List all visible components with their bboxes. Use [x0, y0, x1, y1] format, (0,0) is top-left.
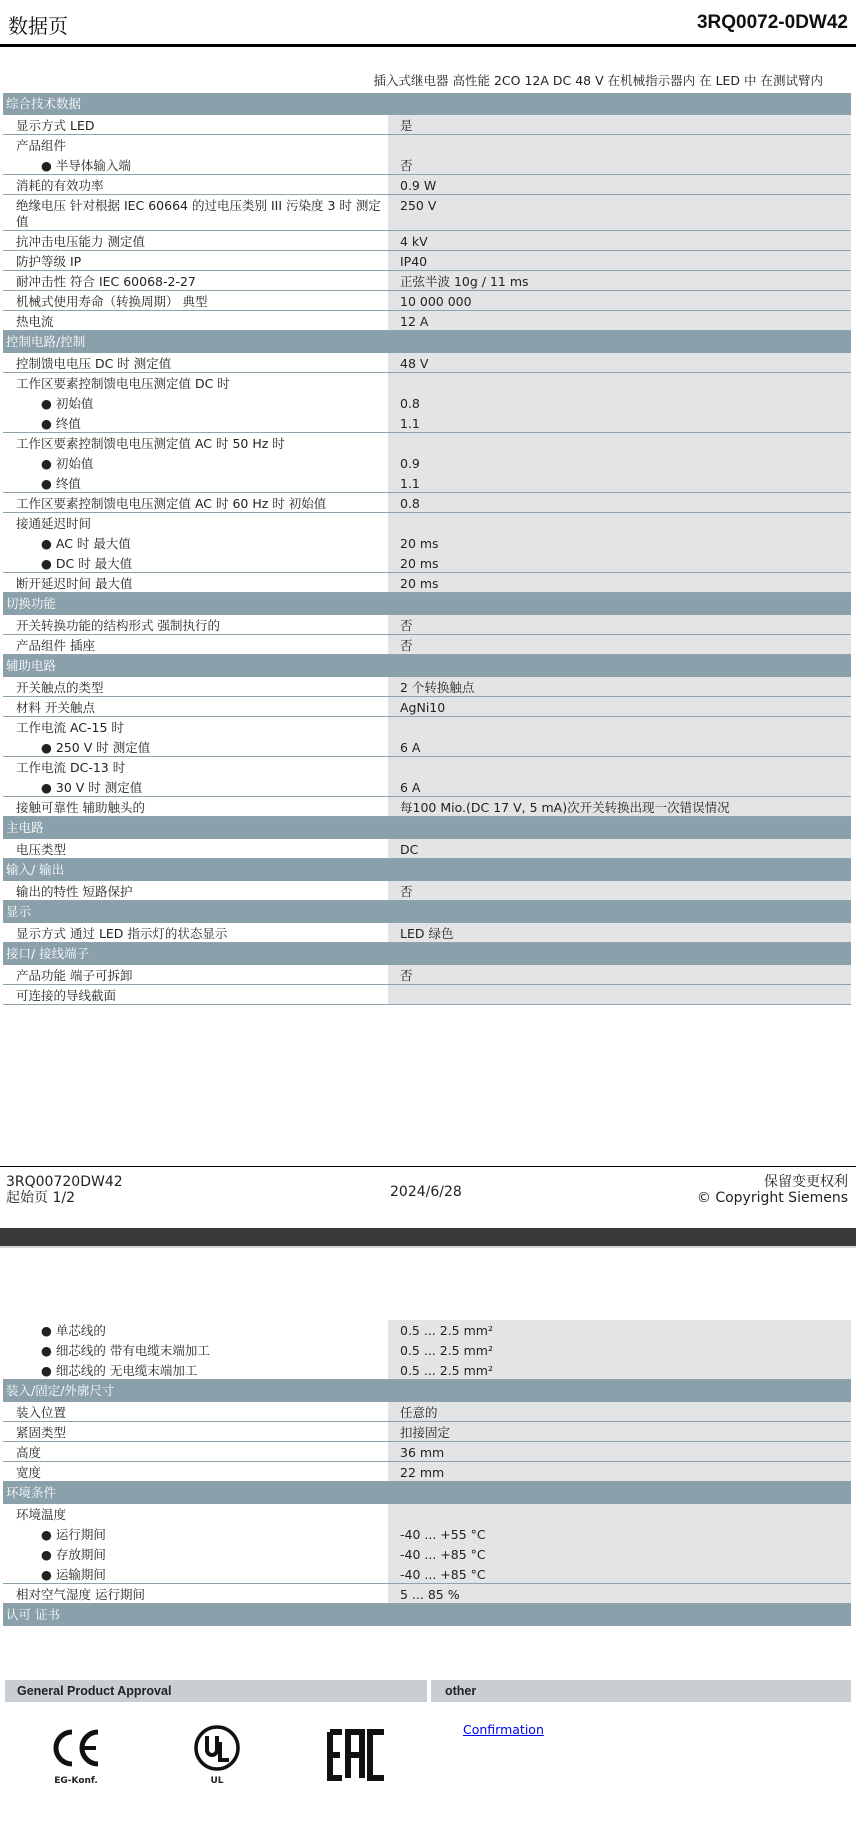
spec-row	[3, 923, 851, 943]
spec-row	[3, 1564, 851, 1584]
spec-row	[3, 1442, 851, 1462]
spec-label: ● 250 V 时 测定值	[41, 740, 151, 755]
spec-value	[388, 513, 851, 533]
spec-label: 耐冲击性 符合 IEC 60068-2-27	[16, 274, 196, 289]
page-title: 数据页	[8, 14, 68, 38]
spec-row	[3, 135, 851, 155]
spec-value: 48 V	[388, 353, 851, 372]
spec-value: 1.1	[388, 413, 851, 432]
spec-value: 5 ... 85 %	[388, 1584, 851, 1603]
spec-row	[3, 1340, 851, 1360]
section-header: 切换功能	[3, 593, 851, 615]
spec-value	[388, 135, 851, 155]
spec-value: 否	[388, 965, 851, 984]
spec-label: ● 细芯线的 无电缆末端加工	[41, 1363, 198, 1378]
spec-label: 消耗的有效功率	[16, 178, 104, 193]
spec-label: 机械式使用寿命（转换周期） 典型	[16, 294, 208, 309]
footer-copyright: © Copyright Siemens	[696, 1190, 848, 1206]
spec-value: 10 000 000	[388, 291, 851, 310]
spec-value: 4 kV	[388, 231, 851, 250]
spec-label: ● DC 时 最大值	[41, 556, 133, 571]
spec-label: 抗冲击电压能力 测定值	[16, 234, 145, 249]
spec-label: 产品功能 端子可拆卸	[16, 968, 133, 983]
spec-value: 0.5 ... 2.5 mm²	[388, 1340, 851, 1360]
spec-value: LED 绿色	[388, 923, 851, 942]
spec-value: 是	[388, 115, 851, 134]
ce-mark-icon	[48, 1726, 104, 1770]
spec-value: 20 ms	[388, 553, 851, 572]
spec-row	[3, 231, 851, 251]
spec-label: 可连接的导线截面	[16, 988, 117, 1003]
spec-row	[3, 251, 851, 271]
section-header: 综合技术数据	[3, 93, 851, 115]
spec-label: ● 终值	[41, 416, 81, 431]
spec-label: 接触可靠性 辅助触头的	[16, 800, 145, 815]
eac-logo	[326, 1728, 388, 1786]
spec-label: 输出的特性 短路保护	[16, 884, 133, 899]
spec-row	[3, 881, 851, 901]
spec-value: 36 mm	[388, 1442, 851, 1461]
spec-value: 0.5 ... 2.5 mm²	[388, 1360, 851, 1379]
spec-label: 相对空气湿度 运行期间	[16, 1587, 145, 1602]
spec-row	[3, 513, 851, 533]
section-header: 环境条件	[3, 1482, 851, 1504]
spec-label: 工作电流 AC-15 时	[16, 720, 124, 735]
spec-row	[3, 393, 851, 413]
section-header: 装入/固定/外廓尺寸	[3, 1380, 851, 1402]
section-header: 认可 证书	[3, 1604, 851, 1626]
spec-label: 工作区要素控制馈电电压测定值 AC 时 60 Hz 时 初始值	[16, 496, 327, 511]
spec-label: ● 单芯线的	[41, 1323, 106, 1338]
spec-label: 材料 开关触点	[16, 700, 95, 715]
spec-value	[388, 717, 851, 737]
spec-row	[3, 1584, 851, 1604]
spec-label: 工作区要素控制馈电电压测定值 AC 时 50 Hz 时	[16, 436, 285, 451]
footer-date: 2024/6/28	[390, 1184, 462, 1200]
spec-label: 环境温度	[16, 1507, 67, 1522]
spec-value: 否	[388, 881, 851, 900]
ul-logo	[192, 1724, 242, 1790]
spec-value	[388, 373, 851, 393]
spec-label: 工作区要素控制馈电电压测定值 DC 时	[16, 376, 230, 391]
spec-label: ● 半导体输入端	[41, 158, 131, 173]
spec-value: 6 A	[388, 777, 851, 796]
spec-row	[3, 433, 851, 453]
cert-col-general: General Product Approval	[5, 1680, 427, 1702]
spec-value: 任意的	[388, 1402, 851, 1421]
spec-value: 0.9	[388, 453, 851, 473]
eac-mark-icon	[326, 1728, 388, 1782]
spec-row	[3, 1360, 851, 1380]
spec-value: -40 ... +55 °C	[388, 1524, 851, 1544]
spec-row	[3, 1462, 851, 1482]
spec-table-page1	[3, 93, 851, 1005]
section-header: 接口/ 接线端子	[3, 943, 851, 965]
spec-row	[3, 493, 851, 513]
footer-page: 起始页 1/2	[6, 1190, 75, 1206]
footer-part: 3RQ00720DW42	[6, 1174, 123, 1190]
spec-value: 扣接固定	[388, 1422, 851, 1441]
spec-value: 250 V	[388, 195, 851, 230]
spec-value	[388, 433, 851, 453]
part-number: 3RQ0072-0DW42	[696, 12, 848, 33]
spec-value: IP40	[388, 251, 851, 270]
spec-label: 显示方式 通过 LED 指示灯的状态显示	[16, 926, 228, 941]
spec-label: ● AC 时 最大值	[41, 536, 131, 551]
ul-label: UL	[210, 1776, 224, 1786]
spec-value: 20 ms	[388, 573, 851, 592]
spec-row	[3, 1504, 851, 1524]
spec-row	[3, 777, 851, 797]
ce-label: EG-Konf.	[54, 1776, 98, 1786]
spec-value: 1.1	[388, 473, 851, 492]
spec-value: 6 A	[388, 737, 851, 756]
spec-value: 否	[388, 615, 851, 634]
spec-table-page2	[3, 1320, 851, 1626]
spec-value: 否	[388, 155, 851, 174]
section-header: 显示	[3, 901, 851, 923]
ul-mark-icon	[192, 1724, 242, 1772]
spec-row	[3, 271, 851, 291]
spec-row	[3, 195, 851, 231]
spec-label: 开关触点的类型	[16, 680, 104, 695]
spec-value	[388, 985, 851, 1004]
spec-label: 工作电流 DC-13 时	[16, 760, 126, 775]
spec-label: ● 运行期间	[41, 1527, 106, 1542]
spec-label: 显示方式 LED	[16, 118, 95, 133]
spec-value: DC	[388, 839, 851, 858]
spec-row	[3, 453, 851, 473]
spec-row	[3, 373, 851, 393]
spec-value	[388, 757, 851, 777]
spec-row	[3, 1524, 851, 1544]
spec-value: 2 个转换触点	[388, 677, 851, 696]
spec-row	[3, 1544, 851, 1564]
spec-row	[3, 615, 851, 635]
spec-label: 产品组件	[16, 138, 67, 153]
spec-label: 电压类型	[16, 842, 67, 857]
spec-label: ● 运输期间	[41, 1567, 106, 1582]
spec-value: 20 ms	[388, 533, 851, 553]
spec-label: 紧固类型	[16, 1425, 67, 1440]
spec-label: ● 存放期间	[41, 1547, 106, 1562]
spec-label: ● 30 V 时 测定值	[41, 780, 143, 795]
page-footer	[0, 1166, 856, 1206]
spec-value: 0.5 ... 2.5 mm²	[388, 1320, 851, 1340]
spec-row	[3, 1402, 851, 1422]
page-header	[0, 0, 856, 47]
page-2	[0, 1248, 856, 1826]
ce-logo	[48, 1726, 104, 1790]
spec-row	[3, 413, 851, 433]
spec-row	[3, 797, 851, 817]
spec-row	[3, 1320, 851, 1340]
section-header: 输入/ 输出	[3, 859, 851, 881]
spec-row	[3, 291, 851, 311]
spec-value: 正弦半波 10g / 11 ms	[388, 271, 851, 290]
section-header: 辅助电路	[3, 655, 851, 677]
spec-label: 防护等级 IP	[16, 254, 82, 269]
cert-col-other: other	[431, 1680, 851, 1702]
spec-value: 0.8	[388, 493, 851, 512]
spec-label: ● 初始值	[41, 456, 94, 471]
spec-row	[3, 573, 851, 593]
spec-value: 每100 Mio.(DC 17 V, 5 mA)次开关转换出现一次错误情况	[388, 797, 851, 816]
spec-row	[3, 533, 851, 553]
spec-value: -40 ... +85 °C	[388, 1544, 851, 1564]
spec-row	[3, 717, 851, 737]
spec-row	[3, 677, 851, 697]
section-header: 主电路	[3, 817, 851, 839]
spec-value: -40 ... +85 °C	[388, 1564, 851, 1583]
spec-row	[3, 553, 851, 573]
spec-label: ● 初始值	[41, 396, 94, 411]
spec-row	[3, 1422, 851, 1442]
spec-label: 装入位置	[16, 1405, 67, 1420]
spec-value	[388, 1504, 851, 1524]
spec-value: 12 A	[388, 311, 851, 330]
spec-row	[3, 175, 851, 195]
spec-label: 高度	[16, 1445, 42, 1460]
spec-row	[3, 737, 851, 757]
confirmation-link[interactable]: Confirmation	[463, 1722, 544, 1737]
spec-label: 控制馈电电压 DC 时 测定值	[16, 356, 172, 371]
spec-label: 宽度	[16, 1465, 42, 1480]
spec-row	[3, 839, 851, 859]
spec-label: 断开延迟时间 最大值	[16, 576, 133, 591]
spec-row	[3, 757, 851, 777]
spec-row	[3, 311, 851, 331]
spec-row	[3, 635, 851, 655]
spec-row	[3, 965, 851, 985]
spec-row	[3, 353, 851, 373]
spec-label: 热电流	[16, 314, 54, 329]
section-header: 控制电路/控制	[3, 331, 851, 353]
spec-row	[3, 985, 851, 1005]
spec-row	[3, 473, 851, 493]
spec-value: 0.9 W	[388, 175, 851, 194]
spec-value: AgNi10	[388, 697, 851, 716]
product-description: 插入式继电器 高性能 2CO 12A DC 48 V 在机械指示器内 在 LED 中 在测试臂内	[373, 73, 823, 88]
spec-value: 0.8	[388, 393, 851, 413]
spec-label: 绝缘电压 针对根据 IEC 60664 的过电压类别 III 污染度 3 时 测定值	[16, 198, 381, 229]
spec-value: 22 mm	[388, 1462, 851, 1481]
page-separator	[0, 1228, 856, 1246]
spec-value: 否	[388, 635, 851, 654]
footer-rights: 保留变更权利	[764, 1174, 848, 1190]
cert-header	[5, 1680, 851, 1702]
spec-label: 开关转换功能的结构形式 强制执行的	[16, 618, 220, 633]
spec-label: ● 细芯线的 带有电缆末端加工	[41, 1343, 210, 1358]
spec-label: 接通延迟时间	[16, 516, 92, 531]
spec-label: 产品组件 插座	[16, 638, 95, 653]
spec-row	[3, 115, 851, 135]
spec-row	[3, 697, 851, 717]
spec-row	[3, 155, 851, 175]
spec-label: ● 终值	[41, 476, 81, 491]
